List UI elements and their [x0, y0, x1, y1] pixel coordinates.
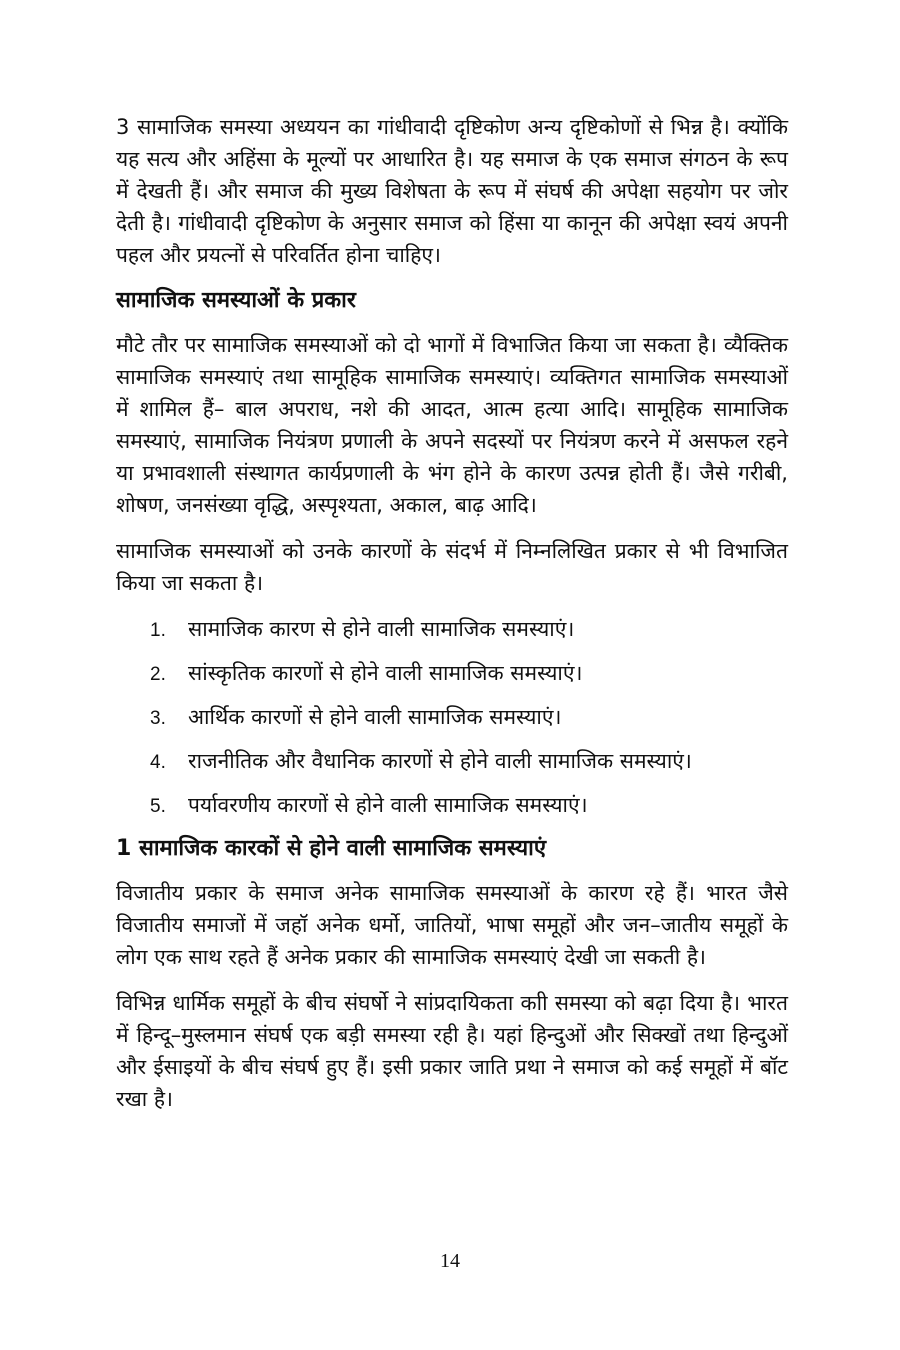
social-factors-paragraph-2: विभिन्न धार्मिक समूहों के बीच संघर्षो ने सांप्रदायिकता काी समस्या को बढ़ा दिया है। भारत में हिन्दू–मुस्लमान संघर्ष एक बड़ी समस्या रही है। यहां हिन्दुओं और सिक्खों तथा हिन्दुओं और ईसाइयों के बीच संघर्ष हुए हैं। इसी प्रकार जाति प्रथा ने समाज को कई समूहों में बॉट रखा है। — [116, 991, 788, 1111]
page-number: 14 — [440, 1250, 460, 1272]
causes-list — [116, 613, 788, 821]
section-heading-social-factors: 1 सामाजिक कारकों से होने वाली सामाजिक समस्याएं — [116, 836, 547, 861]
section-heading-types: सामाजिक समस्याओं के प्रकार — [116, 288, 356, 313]
list-item-number: 2. — [150, 664, 166, 685]
list-item-number: 1. — [150, 620, 166, 641]
list-item-text: सांस्कृतिक कारणों से होने वाली सामाजिक समस्याएं। — [188, 661, 583, 685]
list-item-number: 5. — [150, 796, 166, 817]
social-factors-paragraph-1: विजातीय प्रकार के समाज अनेक सामाजिक समस्याओं के कारण रहे हैं। भारत जैसे विजातीय समाजों में जहॉ अनेक धर्मो, जातियों, भाषा समूहों और जन–जातीय समूहों के लोग एक साथ रहते हैं अनेक प्रकार की सामाजिक समस्याएं देखी जा सकती है। — [116, 881, 788, 969]
list-item — [116, 789, 788, 821]
list-item — [116, 657, 788, 689]
list-item — [116, 613, 788, 645]
types-paragraph-1: मौटे तौर पर सामाजिक समस्याओं को दो भागों में विभाजित किया जा सकता है। व्यैक्तिक सामाजिक समस्याएं तथा सामूहिक सामाजिक समस्याएं। व्यक्तिगत सामाजिक समस्याओं में शामिल हैं– बाल अपराध, नशे की आदत, आत्म हत्या आदि। सामूहिक सामाजिक समस्याएं, सामाजिक नियंत्रण प्रणाली के अपने सदस्यों पर नियंत्रण करने में असफल रहने या प्रभावशाली संस्थागत कार्यप्रणाली के भंग होने के कारण उत्पन्न होती हैं। जैसे गरीबी, शोषण, जनसंख्या वृद्धि, अस्पृश्यता, अकाल, बाढ़ आदि। — [116, 333, 788, 517]
page-content — [116, 111, 788, 1129]
list-item-text: सामाजिक कारण से होने वाली सामाजिक समस्याएं। — [188, 617, 575, 641]
types-paragraph-2: सामाजिक समस्याओं को उनके कारणों के संदर्भ में निम्नलिखित प्रकार से भी विभाजित किया जा सकता है। — [116, 539, 788, 595]
intro-paragraph: 3 सामाजिक समस्या अध्ययन का गांधीवादी दृष्टिकोण अन्य दृष्टिकोणों से भिन्न है। क्योंकि यह सत्य और अहिंसा के मूल्यों पर आधारित है। यह समाज के एक समाज संगठन के रूप में देखती हैं। और समाज की मुख्य विशेषता के रूप में संघर्ष की अपेक्षा सहयोग पर जोर देती है। गांधीवादी दृष्टिकोण के अनुसार समाज को हिंसा या कानून की अपेक्षा स्वयं अपनी पहल और प्रयत्नों से परिवर्तित होना चाहिए। — [116, 115, 788, 267]
list-item-text: पर्यावरणीय कारणों से होने वाली सामाजिक समस्याएं। — [188, 793, 588, 817]
list-item — [116, 745, 788, 777]
list-item-text: राजनीतिक और वैधानिक कारणों से होने वाली सामाजिक समस्याएं। — [188, 749, 692, 773]
list-item-number: 4. — [150, 752, 166, 773]
list-item-text: आर्थिक कारणों से होने वाली सामाजिक समस्याएं। — [188, 705, 562, 729]
list-item-number: 3. — [150, 708, 166, 729]
list-item — [116, 701, 788, 733]
